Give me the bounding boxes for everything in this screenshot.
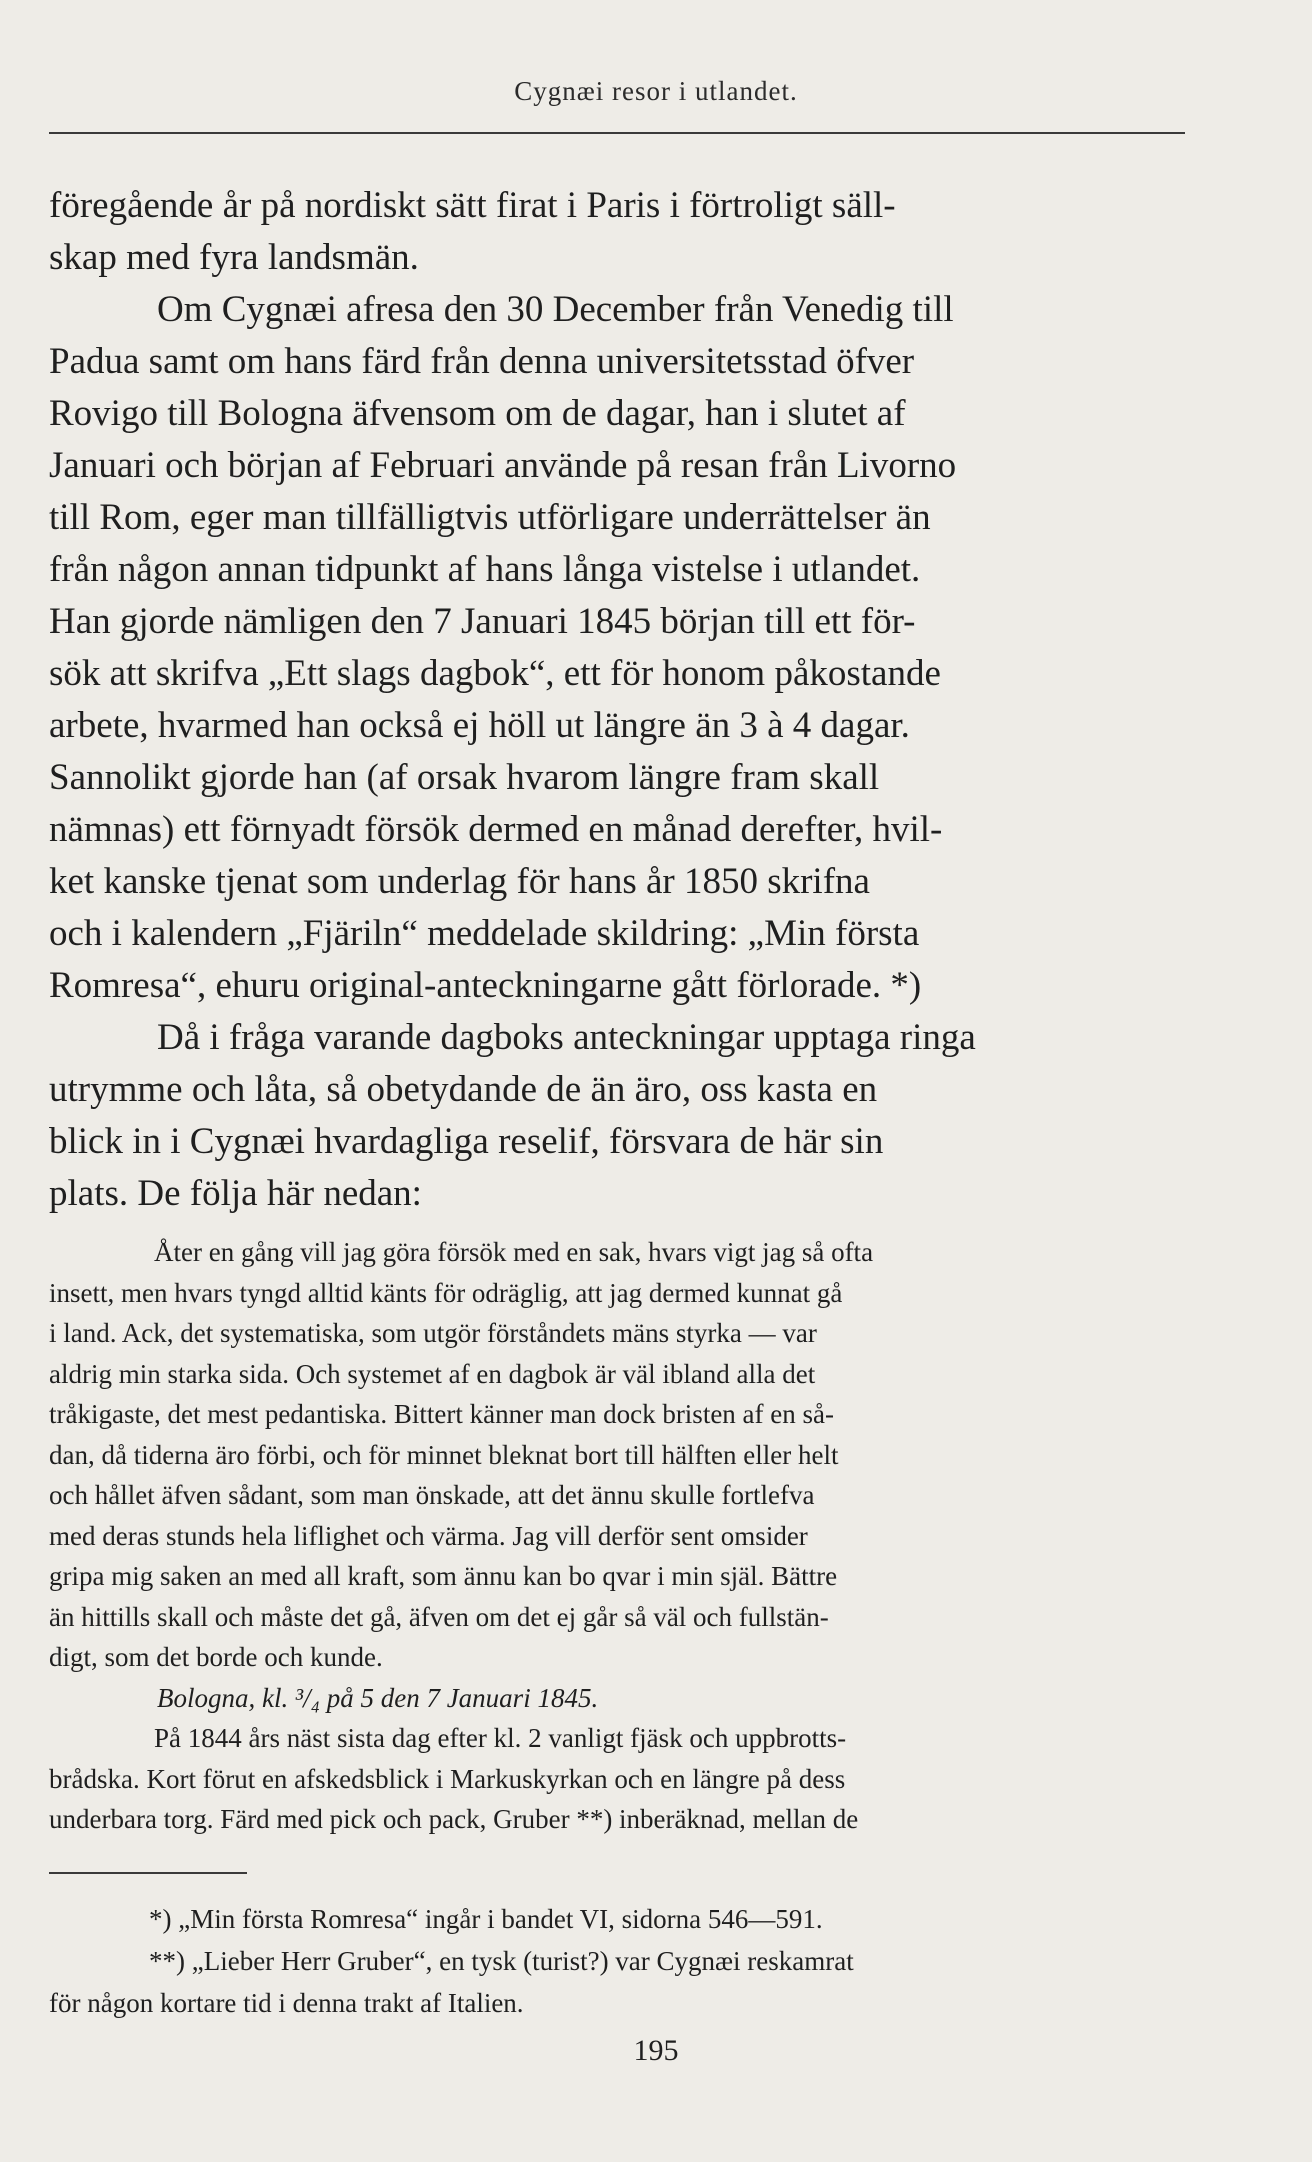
- body-text: [49, 180, 1185, 1220]
- body-line: Sannolikt gjorde han (af orsak hvarom längre fram skall: [49, 757, 880, 798]
- body-line: Då i fråga varande dagboks anteckningar upptaga ringa: [157, 1017, 976, 1058]
- footnote-line: **) „Lieber Herr Gruber“, en tysk (turist?) var Cygnæi reskamrat: [149, 1946, 854, 1976]
- body-line: Rovigo till Bologna äfvensom om de dagar, han i slutet af: [49, 393, 906, 434]
- quote-line: med deras stunds hela liflighet och värma. Jag vill derför sent omsider: [49, 1520, 808, 1551]
- footnote-line: *) „Min första Romresa“ ingår i bandet VI, sidorna 546—591.: [149, 1904, 823, 1934]
- body-line: nämnas) ett förnyadt försök dermed en månad derefter, hvil-: [49, 809, 943, 850]
- body-line: Januari och början af Februari använde på resan från Livorno: [49, 445, 957, 486]
- quote-entry-line: På 1844 års näst sista dag efter kl. 2 vanligt fjäsk och uppbrotts-: [154, 1723, 847, 1753]
- quote-line: digt, som det borde och kunde.: [49, 1642, 383, 1672]
- quote-line: i land. Ack, det systematiska, som utgör förståndets mäns styrka — var: [49, 1318, 817, 1348]
- body-line: sök att skrifva „Ett slags dagbok“, ett för honom påkostande: [49, 653, 941, 694]
- body-line: ket kanske tjenat som underlag för hans år 1850 skrifna: [49, 861, 870, 902]
- body-line: Romresa“, ehuru original-anteckningarne gått förlorade. *): [49, 965, 922, 1006]
- quote-line: gripa mig saken an med all kraft, som ännu kan bo qvar i min själ. Bättre: [49, 1561, 838, 1591]
- body-line: Padua samt om hans färd från denna universitetsstad öfver: [49, 341, 915, 382]
- body-line: från någon annan tidpunkt af hans långa vistelse i utlandet.: [49, 549, 921, 590]
- quote-line: Åter en gång vill jag göra försök med en sak, hvars vigt jag så ofta: [154, 1237, 874, 1267]
- body-line: plats. De följa här nedan:: [49, 1173, 422, 1214]
- quote-entry-line: underbara torg. Färd med pick och pack, Gruber **) inberäknad, mellan de: [49, 1804, 859, 1834]
- footnote-rule: [49, 1872, 247, 1874]
- page-number: 195: [633, 2034, 679, 2067]
- quote-line: dan, då tiderna äro förbi, och för minnet bleknat bort till hälften eller helt: [49, 1439, 839, 1470]
- body-line: Om Cygnæi afresa den 30 December från Venedig till: [157, 289, 954, 330]
- running-head: Cygnæi resor i utlandet.: [514, 76, 798, 106]
- quote-line: tråkigaste, det mest pedantiska. Bittert känner man dock bristen af en så-: [49, 1399, 834, 1429]
- quote-line: aldrig min starka sida. Och systemet af en dagbok är väl ibland alla det: [49, 1358, 816, 1389]
- body-line: blick in i Cygnæi hvardagliga reselif, försvara de här sin: [49, 1121, 884, 1162]
- footnotes: [49, 1898, 1185, 2024]
- quote-entry-line: brådska. Kort förut en afskedsblick i Markuskyrkan och en längre på dess: [49, 1763, 846, 1794]
- body-line: utrymme och låta, så obetydande de än äro, oss kasta en: [49, 1069, 878, 1110]
- body-line: arbete, hvarmed han också ej höll ut längre än 3 à 4 dagar.: [49, 705, 910, 746]
- quote-line: insett, men hvars tyngd alltid känts för odräglig, att jag dermed kunnat gå: [49, 1277, 843, 1308]
- body-line: Han gjorde nämligen den 7 Januari 1845 början till ett för-: [49, 601, 916, 642]
- body-line: och i kalendern „Fjäriln“ meddelade skildring: „Min första: [49, 913, 920, 954]
- diary-quote: [49, 1232, 1185, 1840]
- header-rule: [49, 132, 1185, 134]
- footnote-line: för någon kortare tid i denna trakt af Italien.: [49, 1988, 524, 2018]
- body-line: föregående år på nordiskt sätt firat i Paris i förtroligt säll-: [49, 185, 896, 226]
- quote-line: än hittills skall och måste det gå, äfven om det ej går så väl och fullstän-: [49, 1601, 829, 1632]
- body-line: till Rom, eger man tillfälligtvis utförligare underrättelser än: [49, 497, 931, 538]
- body-line: skap med fyra landsmän.: [49, 237, 419, 278]
- quote-line: och hållet äfven sådant, som man önskade, att det ännu skulle fortlefva: [49, 1480, 815, 1510]
- diary-place-date: Bologna, kl. ³/₄ på 5 den 7 Januari 1845.: [157, 1682, 599, 1713]
